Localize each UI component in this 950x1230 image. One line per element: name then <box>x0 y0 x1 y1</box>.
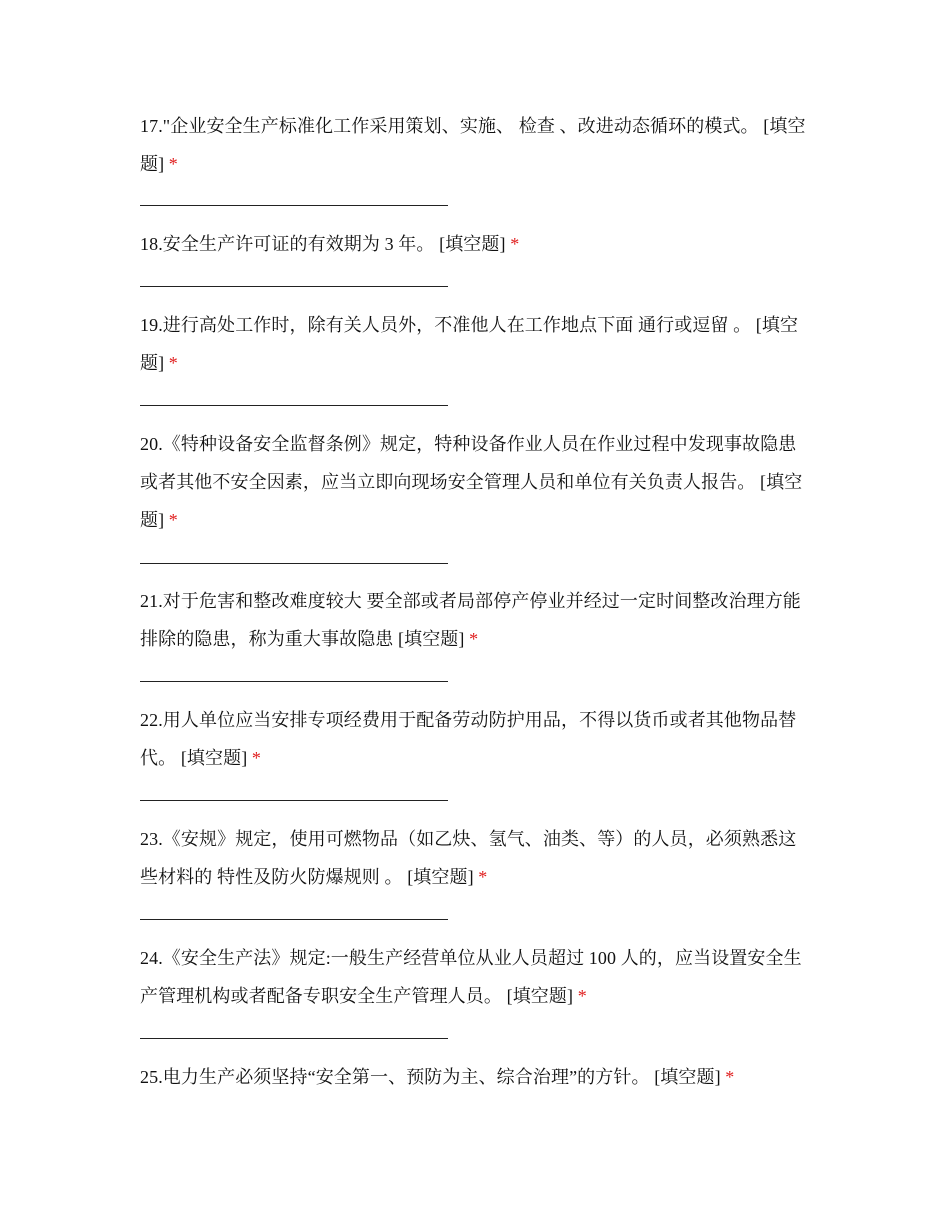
question-20 <box>140 425 812 539</box>
question-text: 22.用人单位应当安排专项经费用于配备劳动防护用品，不得以货币或者其他物品替代。 <box>140 710 797 768</box>
answer-blank-22[interactable] <box>140 800 448 801</box>
question-type-tag: [填空题] <box>654 1067 726 1087</box>
question-text: 24.《安全生产法》规定:一般生产经营单位从业人员超过 100 人的，应当设置安全生产管理机构或者配备专职安全生产管理人员。 <box>140 948 802 1006</box>
answer-blank-17[interactable] <box>140 205 448 206</box>
answer-blank-19[interactable] <box>140 405 448 406</box>
question-text: 18.安全生产许可证的有效期为 3 年。 <box>140 234 440 254</box>
required-mark: * <box>478 867 488 887</box>
question-25 <box>140 1058 812 1096</box>
required-mark: * <box>469 629 479 649</box>
answer-blank-18[interactable] <box>140 286 448 287</box>
question-17 <box>140 107 812 183</box>
required-mark: * <box>251 748 262 768</box>
question-18 <box>140 225 812 263</box>
question-type-tag: [填空题] <box>180 748 252 768</box>
question-21 <box>140 582 812 658</box>
required-mark: * <box>168 154 178 174</box>
question-type-tag: [填空题] <box>140 472 803 530</box>
question-19 <box>140 306 812 382</box>
question-type-tag: [填空题] <box>398 629 470 649</box>
question-text: 17."企业安全生产标准化工作采用策划、实施、 检查 、改进动态循环的模式。 [填空题] <box>140 116 806 174</box>
required-mark: * <box>168 510 178 530</box>
answer-blank-20[interactable] <box>140 563 448 564</box>
question-text: 19.进行高处工作时，除有关人员外，不准他人在工作地点下面 通行或逗留 。 [填空题] <box>140 315 799 373</box>
answer-blank-23[interactable] <box>140 919 448 920</box>
required-mark: * <box>577 986 587 1006</box>
answer-blank-24[interactable] <box>140 1038 448 1039</box>
question-text: 23.《安规》规定，使用可燃物品（如乙炔、氢气、油类、等）的人员，必须熟悉这些材料的 特性及防火防爆规则 。 <box>140 829 797 887</box>
question-23 <box>140 820 812 896</box>
answer-blank-21[interactable] <box>140 681 448 682</box>
question-24 <box>140 939 812 1015</box>
question-22 <box>140 701 812 777</box>
required-mark: * <box>168 353 178 373</box>
question-type-tag: [填空题] <box>439 234 511 254</box>
question-type-tag: [填空题] <box>506 986 578 1006</box>
required-mark: * <box>510 234 520 254</box>
required-mark: * <box>725 1067 735 1087</box>
question-type-tag: [填空题] <box>407 867 479 887</box>
question-text: 21.对于危害和整改难度较大 要全部或者局部停产停业并经过一定时间整改治理方能排除的隐患，称为重大事故隐患 <box>140 591 801 649</box>
question-text: 25.电力生产必须坚持“安全第一、预防为主、综合治理”的方针。 <box>140 1067 655 1087</box>
question-text: 20.《特种设备安全监督条例》规定，特种设备作业人员在作业过程中发现事故隐患或者其他不安全因素，应当立即向现场安全管理人员和单位有关负责人报告。 <box>140 434 797 492</box>
